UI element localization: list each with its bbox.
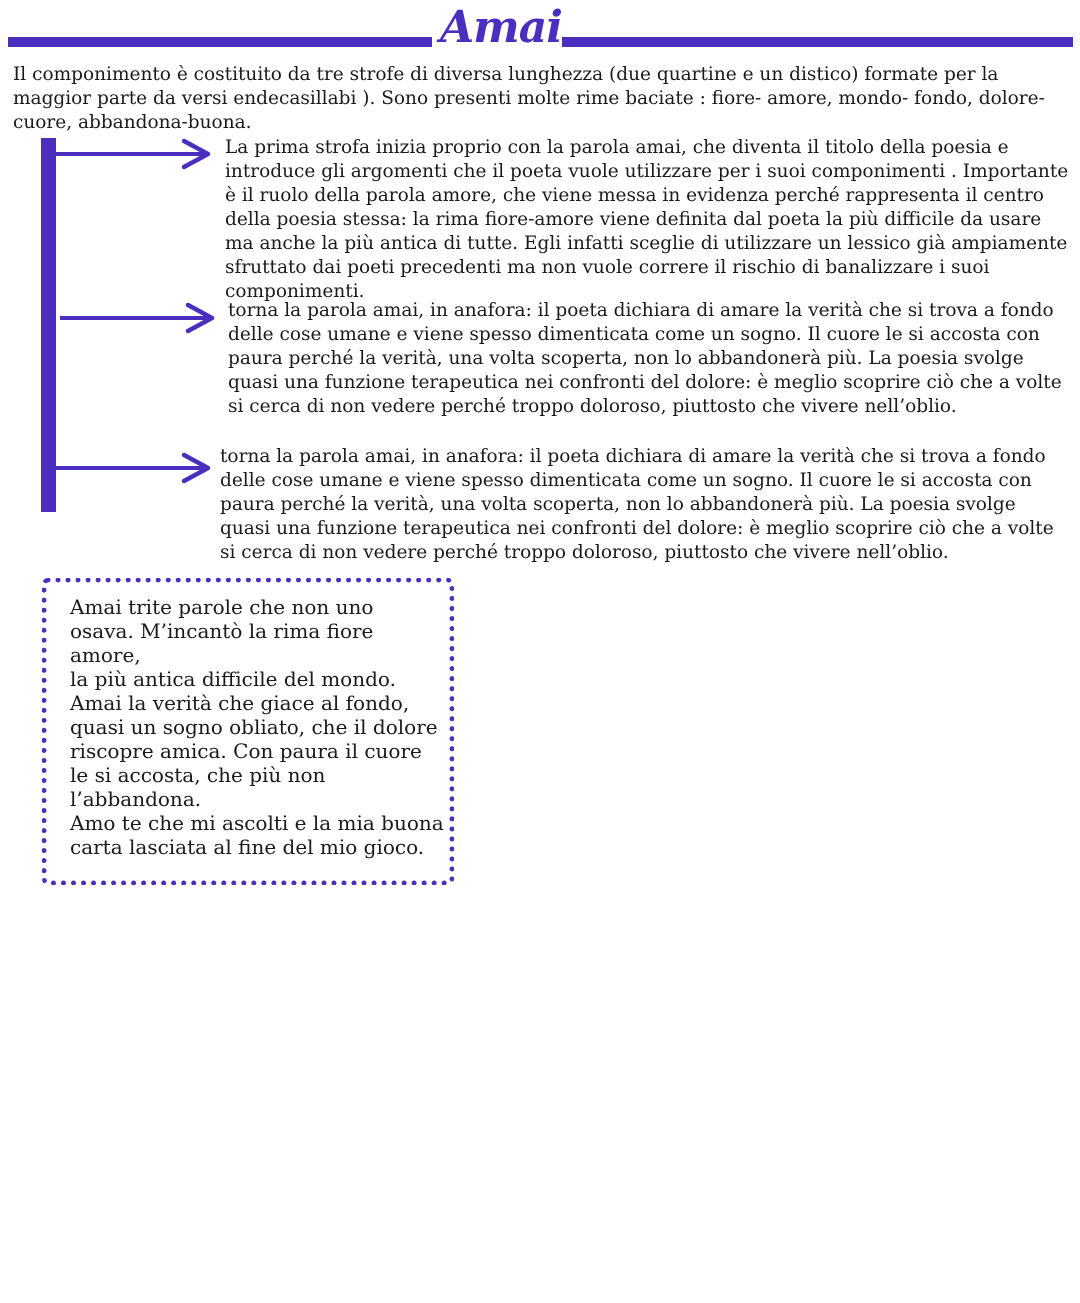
title-rule-right	[562, 37, 1073, 47]
intro-paragraph: Il componimento è costituito da tre strofe di diversa lunghezza (due quartine e un distico) formate per la maggior parte da versi endecasillabi ). Sono presenti molte rime baciate : fiore- amore, mondo- fondo, dolore-cuore, abbandona-buona.	[13, 64, 1045, 133]
arrow-icon	[56, 450, 221, 486]
bracket-bar	[41, 138, 56, 512]
note-strophe-2: torna la parola amai, in anafora: il poeta dichiara di amare la verità che si trova a fondo delle cose umane e viene spesso dimenticata come un sogno. Il cuore le si accosta con paura perché la verità, una volta scoperta, non lo abbandonerà più. La poesia svolge quasi una funzione terapeutica nei confronti del dolore: è meglio scoprire ciò che a volte si cerca di non vedere perché troppo doloroso, piuttosto che vivere nell’oblio.	[228, 300, 1062, 417]
arrow-icon	[60, 300, 225, 336]
page-title: Amai	[440, 2, 562, 53]
note-strophe-1: La prima strofa inizia proprio con la parola amai, che diventa il titolo della poesia e introduce gli argomenti che il poeta vuole utilizzare per i suoi componimenti . Importante è il ruolo della parola amore, che viene messa in evidenza perché rappresenta il centro della poesia stessa: la rima fiore-amore viene definita dal poeta la più difficile da usare ma anche la più antica di tutte. Egli infatti sceglie di utilizzare un lessico già ampiamente sfruttato dai poeti precedenti ma non vuole correre il rischio di banalizzare i suoi componimenti.	[225, 137, 1069, 302]
arrow-icon	[56, 136, 221, 172]
note-strophe-3: torna la parola amai, in anafora: il poeta dichiara di amare la verità che si trova a fondo delle cose umane e viene spesso dimenticata come un sogno. Il cuore le si accosta con paura perché la verità, una volta scoperta, non lo abbandonerà più. La poesia svolge quasi una funzione terapeutica nei confronti del dolore: è meglio scoprire ciò che a volte si cerca di non vedere perché troppo doloroso, piuttosto che vivere nell’oblio.	[220, 446, 1054, 563]
title-rule-left	[8, 37, 432, 47]
poem-text: Amai trite parole che non uno osava. M’incantò la rima fiore amore, la più antica difficile del mondo. Amai la verità che giace al fondo, quasi un sogno obliato, che il dolore riscopre amica. Con paura il cuore le si accosta, che più non l’abbandona. Amo te che mi ascolti e la mia buona carta lasciata al fine del mio gioco.	[70, 595, 444, 859]
